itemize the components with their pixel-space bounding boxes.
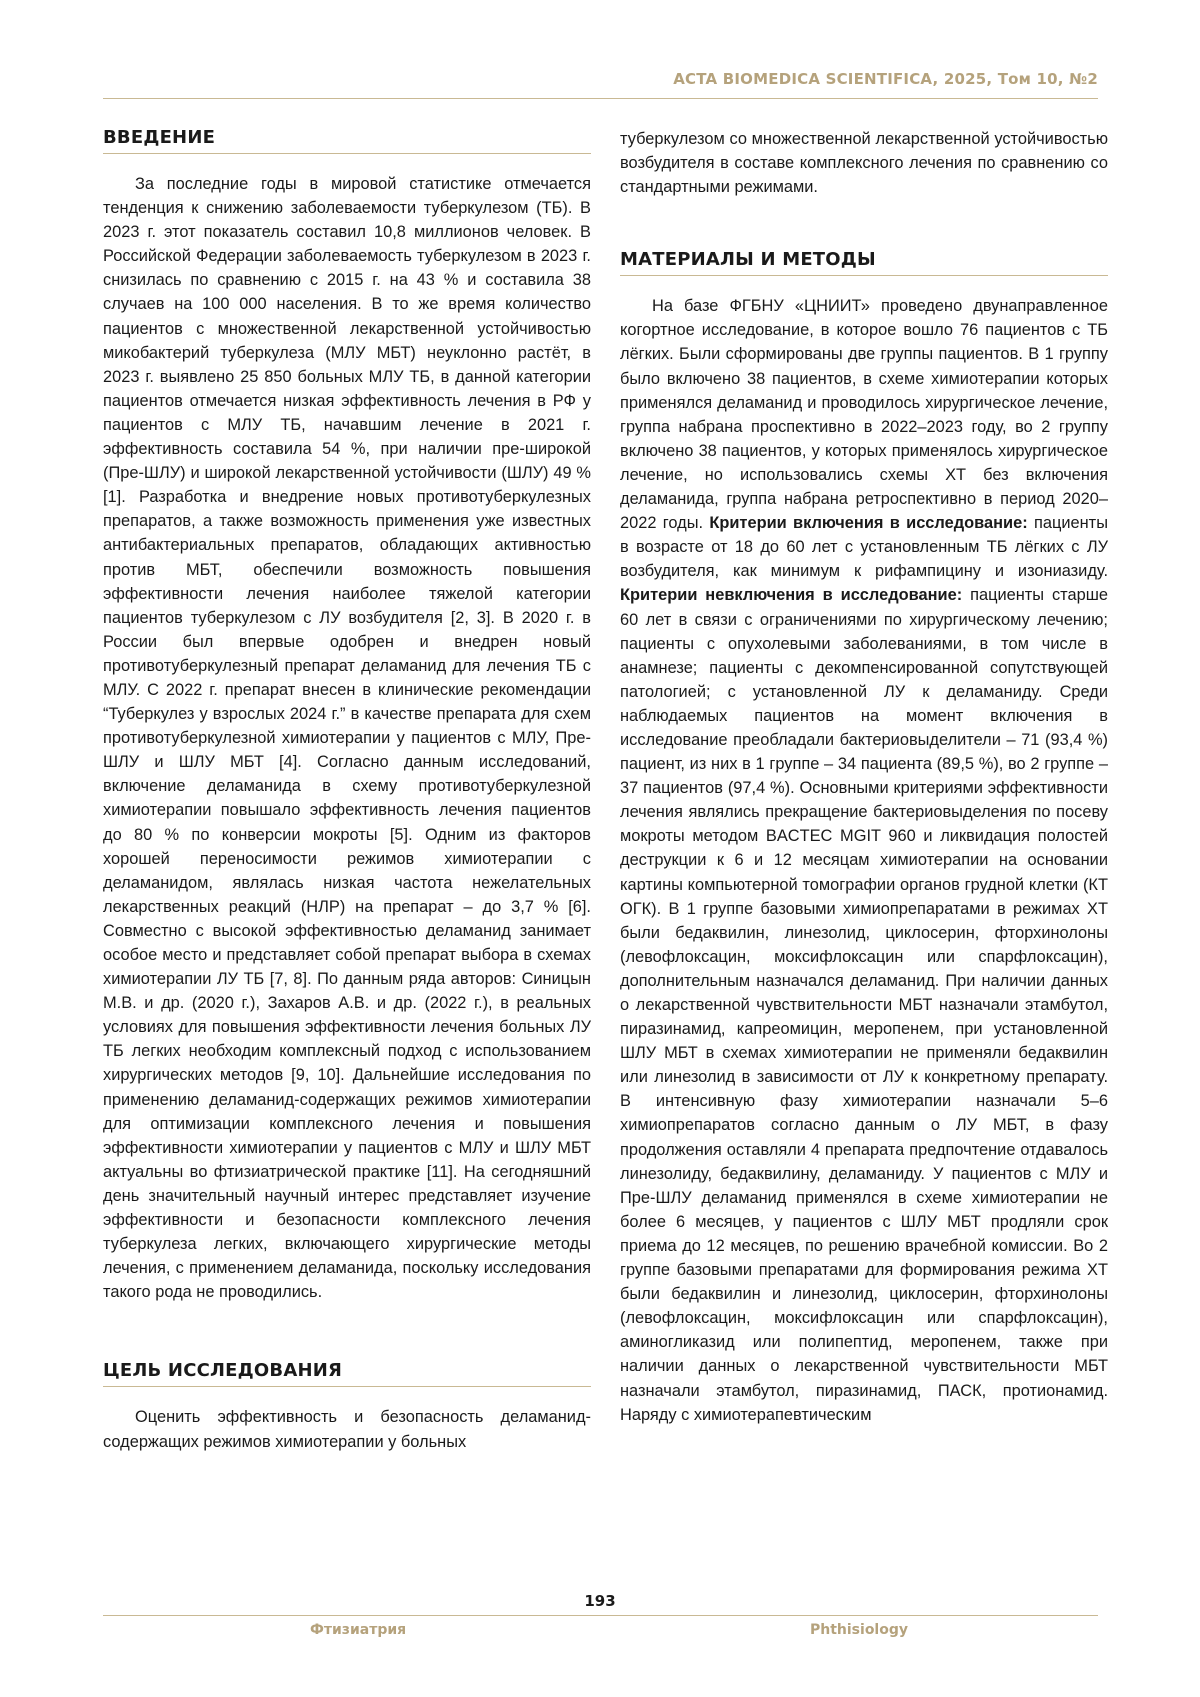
- aim-paragraph: Оценить эффективность и безопасность деламанид-содержащих режимов химиотерапии у больных: [103, 1408, 591, 1451]
- right-column: [620, 127, 1108, 1427]
- methods-text-main: пациенты старше 60 лет в связи с ограничениями по хирургическому лечению; пациенты с опухолевыми заболеваниями, в том числе в анамнезе; пациенты с декомпенсированной сопутствующей патологией; с установленной ЛУ к деламаниду. Среди наблюдаемых пациентов на момент включения в исследование преобладали бактериовыделители – 71 (93,4 %) пациент, из них в 1 группе – 34 пациента (89,5 %), во 2 группе – 37 пациентов (97,4 %). Основными критериями эффективности лечения являлись прекращение бактериовыделения по посеву мокроты методом BACTEC MGIT 960 и ликвидация полостей деструкции к 6 и 12 месяцам химиотерапии на основании картины компьютерной томографии органов грудной клетки (КТ ОГК). В 1 группе базовыми химиопрепаратами в режимах ХТ были бедаквилин, линезолид, циклосерин, фторхинолоны (левофлоксацин, моксифлоксацин или спарфлоксацин), дополнительным назначался деламанид. При наличии данных о лекарственной чувствительности МБТ назначали этамбутол, пиразинамид, капреомицин, меропенем, при установленной ШЛУ МБТ в схемах химиотерапии не применяли бедаквилин или линезолид в зависимости от ЛУ к конкретному препарату. В интенсивную фазу химиотерапии назначали 5–6 химиопрепаратов согласно данным о ЛУ МБТ, в фазу продолжения оставляли 4 препарата предпочтение отдавалось линезолиду, бедаквилину, деламаниду. У пациентов с МЛУ и Пре-ШЛУ деламанид применялся в схеме химиотерапии не более 6 месяцев, у пациентов с ШЛУ МБТ продляли срок приема до 12 месяцев, по решению врачебной комиссии. Во 2 группе базовыми препаратами для формирования режима ХТ были бедаквилин и линезолид, циклосерин, фторхинолоны (левофлоксацин, моксифлоксацин или спарфлоксацин), аминогликазид или полипептид, меропенем, также при наличии данных о лекарственной чувствительности МБТ назначали этамбутол, пиразинамид, ПАСК, протионамид. Наряду с химиотерапевтическим: [620, 586, 1108, 1424]
- inclusion-criteria-label: Критерии включения в исследование:: [709, 514, 1028, 533]
- inclusion-criteria-text: пациенты в возрасте от 18 до 60 лет с установленным ТБ лёгких с ЛУ возбудителя, как минимум к рифампицину и изониазиду.: [620, 514, 1108, 581]
- section-spacer: [103, 1304, 591, 1360]
- exclusion-criteria-label: Критерии невключения в исследование:: [620, 586, 963, 605]
- section-title-methods: МАТЕРИАЛЫ И МЕТОДЫ: [620, 249, 1108, 276]
- journal-header: ACTA BIOMEDICA SCIENTIFICA, 2025, Том 10, №2: [673, 70, 1098, 88]
- footer-section-english: Phthisiology: [810, 1622, 908, 1638]
- footer-section-russian: Фтизиатрия: [310, 1622, 407, 1638]
- methods-paragraph: [620, 294, 1108, 1426]
- aim-paragraph-continued: туберкулезом со множественной лекарственной устойчивостью возбудителя в составе комплексного лечения по сравнению со стандартными режимами.: [620, 130, 1108, 197]
- introduction-paragraph: За последние годы в мировой статистике отмечается тенденция к снижению заболеваемости туберкулезом (ТБ). В 2023 г. этот показатель составил 10,8 миллионов человек. В Российской Федерации заболеваемость туберкулезом в 2023 г. снизилась по сравнению с 2015 г. на 43 % и составила 38 случаев на 100 000 населения. В то же время количество пациентов с множественной лекарственной устойчивостью микобактерий туберкулеза (МЛУ МБТ) неуклонно растёт, в 2023 г. выявлено 25 850 больных МЛУ ТБ, в данной категории пациентов отмечается низкая эффективность лечения в РФ у пациентов с МЛУ ТБ, начавшим лечение в 2021 г. эффективность составила 54 %, при наличии пре-широкой (Пре-ШЛУ) и широкой лекарственной устойчивости (ШЛУ) 49 % [1]. Разработка и внедрение новых противотуберкулезных препаратов, а также возможность применения уже известных антибактериальных препаратов, обладающих активностью против МБТ, обеспечили возможность повышения эффективности лечения наиболее тяжелой категории пациентов туберкулезом с ЛУ возбудителя [2, 3]. В 2020 г. в России был впервые одобрен и внедрен новый противотуберкулезный препарат деламанид для лечения ТБ с МЛУ. С 2022 г. препарат внесен в клинические рекомендации “Туберкулез у взрослых 2024 г.” в качестве препарата для схем противотуберкулезной химиотерапии у пациентов с МЛУ, Пре-ШЛУ и ШЛУ МБТ [4]. Согласно данным исследований, включение деламанида в схему противотуберкулезной химиотерапии повышало эффективность лечения пациентов до 80 % по конверсии мокроты [5]. Одним из факторов хорошей переносимости режимов химиотерапии с деламанидом, являлась низкая частота нежелательных лекарственных реакций (НЛР) на препарат – до 3,7 % [6]. Совместно с высокой эффективностью деламанид занимает особое место и представляет собой препарат выбора в схемах химиотерапии ЛУ ТБ [7, 8]. По данным ряда авторов: Синицын М.В. и др. (2020 г.), Захаров А.В. и др. (2022 г.), в реальных условиях для повышения эффективности лечения больных ЛУ ТБ легких необходим комплексный подход с использованием хирургических методов [9, 10]. Дальнейшие исследования по применению деламанид-содержащих режимов химиотерапии для оптимизации комплексного лечения и повышения эффективности химиотерапии у пациентов с МЛУ и ШЛУ МБТ актуальны во фтизиатрической практике [11]. На сегодняшний день значительный научный интерес представляет изучение эффективности и безопасности комплексного лечения туберкулеза легких, включающего хирургические методы лечения, с применением деламанида, поскольку исследования такого рода не проводились.: [103, 175, 591, 1302]
- section-title-introduction: ВВЕДЕНИЕ: [103, 127, 591, 154]
- methods-text-intro: На базе ФГБНУ «ЦНИИТ» проведено двунаправленное когортное исследование, в которое вошло 76 пациентов с ТБ лёгких. Были сформированы две группы пациентов. В 1 группу было включено 38 пациентов, в схеме химиотерапии которых применялся деламанид и проводилось хирургическое лечение, группа набрана проспективно в 2022–2023 году, во 2 группу включено 38 пациентов, у которых применялось хирургическое лечение, но использовались схемы ХТ без включения деламанида, группа набрана ретроспективно в период 2020–2022 годы.: [620, 297, 1108, 533]
- section-spacer: [620, 199, 1108, 249]
- header-divider: [103, 98, 1098, 99]
- section-title-aim: ЦЕЛЬ ИССЛЕДОВАНИЯ: [103, 1360, 591, 1387]
- left-column: [103, 127, 591, 1454]
- page-number: 193: [584, 1592, 616, 1610]
- footer-divider: [103, 1615, 1098, 1616]
